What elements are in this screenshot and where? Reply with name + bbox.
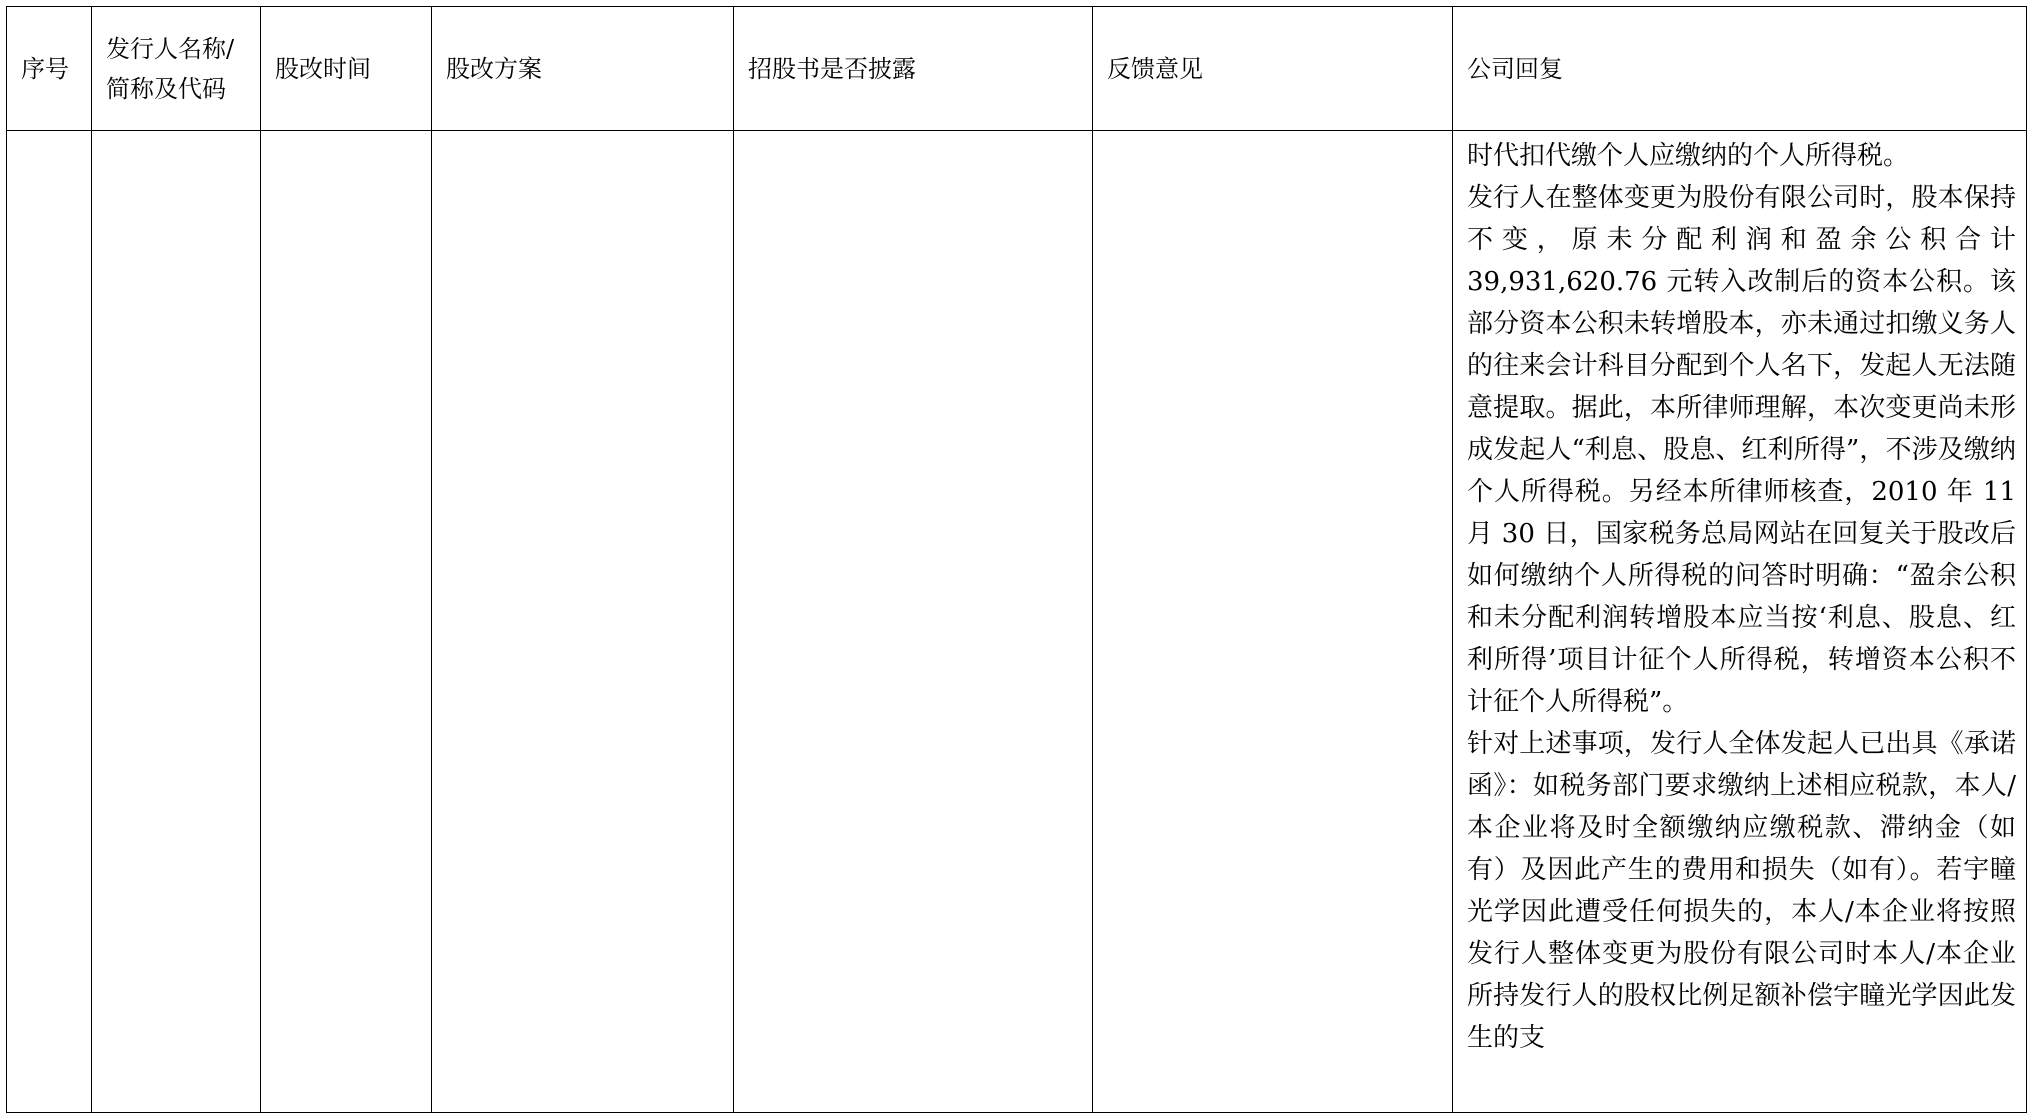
header-company-reply: 公司回复 xyxy=(1453,7,2027,131)
cell-prospectus-disclosed xyxy=(734,131,1093,1113)
cell-company-reply xyxy=(1453,131,2027,1113)
reply-paragraph: 发行人在整体变更为股份有限公司时，股本保持不变，原未分配利润和盈余公积合计39,931,620.76 元转入改制后的资本公积。该部分资本公积未转增股本，亦未通过扣缴义务人的往来会计科目分配到个人名下，发起人无法随意提取。据此，本所律师理解，本次变更尚未形成发起人“利息、股息、红利所得”，不涉及缴纳个人所得税。另经本所律师核查，2010 年 11 月 30 日，国家税务总局网站在回复关于股改后如何缴纳个人所得税的问答时明确：“盈余公积和未分配利润转增股本应当按‘利息、股息、红利所得’项目计征个人所得税，转增资本公积不计征个人所得税”。 xyxy=(1467,183,2016,717)
table-header-row xyxy=(7,7,2027,131)
header-reform-plan: 股改方案 xyxy=(432,7,734,131)
cell-feedback xyxy=(1093,131,1453,1113)
cell-reform-plan xyxy=(432,131,734,1113)
cell-issuer xyxy=(92,131,261,1113)
header-issuer: 发行人名称/简称及代码 xyxy=(92,7,261,131)
header-feedback: 反馈意见 xyxy=(1093,7,1453,131)
reply-paragraph: 时代扣代缴个人应缴纳的个人所得税。 xyxy=(1467,141,1910,171)
cell-seq xyxy=(7,131,92,1113)
table-row xyxy=(7,131,2027,1113)
header-seq: 序号 xyxy=(7,7,92,131)
header-prospectus-disclosed: 招股书是否披露 xyxy=(734,7,1093,131)
reply-paragraph: 针对上述事项，发行人全体发起人已出具《承诺函》：如税务部门要求缴纳上述相应税款，本人/本企业将及时全额缴纳应缴税款、滞纳金（如有）及因此产生的费用和损失（如有）。若宇瞳光学因此遭受任何损失的，本人/本企业将按照发行人整体变更为股份有限公司时本人/本企业所持发行人的股权比例足额补偿宇瞳光学因此发生的支 xyxy=(1467,729,2016,1053)
cell-reform-time xyxy=(261,131,432,1113)
header-reform-time: 股改时间 xyxy=(261,7,432,131)
reform-table xyxy=(6,6,2027,1113)
